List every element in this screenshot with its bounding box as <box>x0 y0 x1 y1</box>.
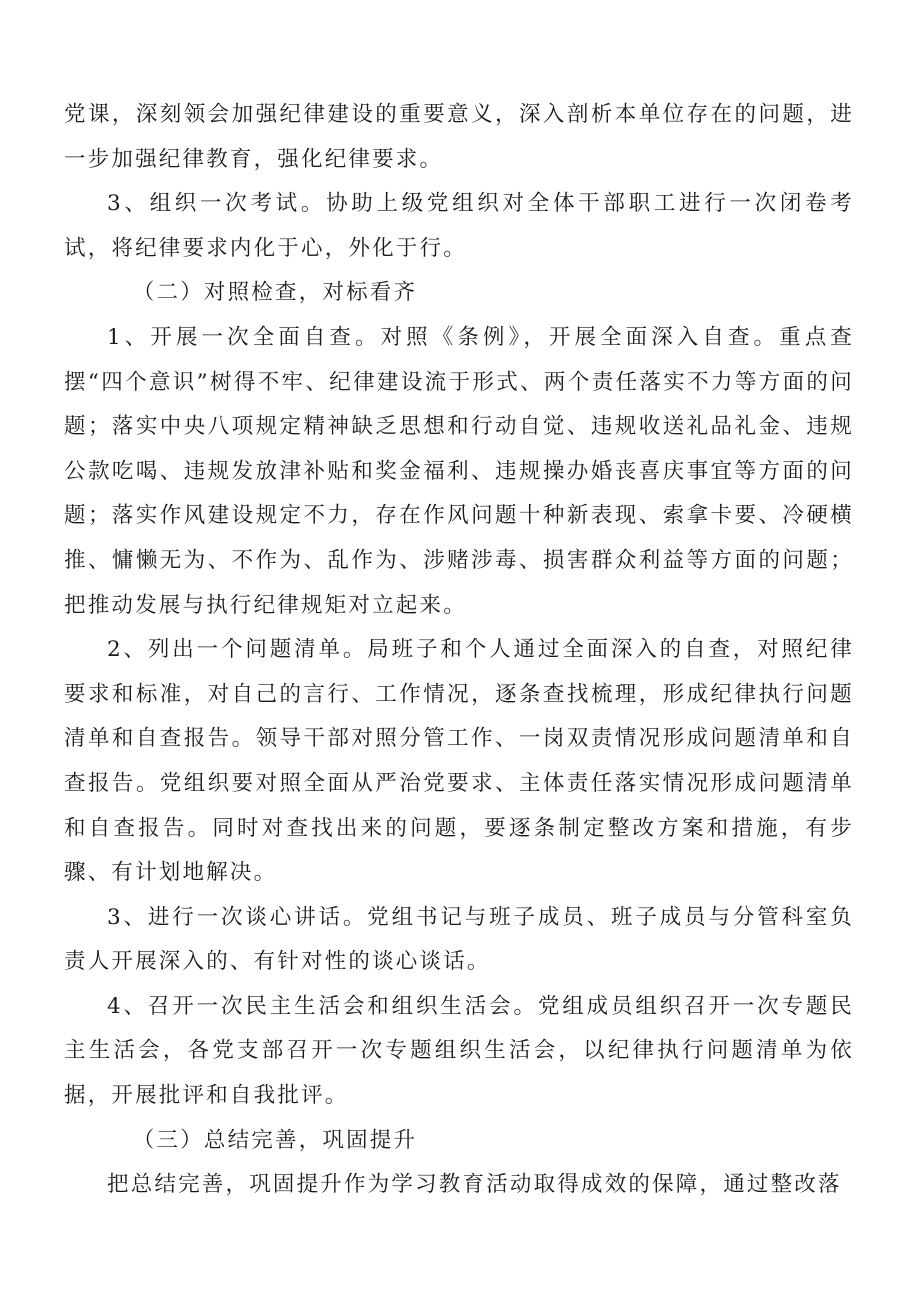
paragraph-party-lesson-continued: 党课，深刻领会加强纪律建设的重要意义，深入剖析本单位存在的问题，进一步加强纪律教育，强化纪律要求。 <box>64 102 854 172</box>
paragraph-summary-start: 把总结完善，巩固提升作为学习教育活动取得成效的保障，通过整改落 <box>107 1172 842 1198</box>
paragraph-democratic-life-meeting: 4、召开一次民主生活会和组织生活会。党组成员组织召开一次专题民主生活会，各党支部召开一次专题组织生活会，以纪律执行问题清单为依据，开展批评和自我批评。 <box>64 993 854 1109</box>
section-heading-summarize-and-consolidate: （三）总结完善，巩固提升 <box>132 1127 418 1153</box>
paragraph-organize-exam: 3、组织一次考试。协助上级党组织对全体干部职工进行一次闭卷考试，将纪律要求内化于心，外化于行。 <box>64 191 854 261</box>
section-heading-check-and-align: （二）对照检查，对标看齐 <box>132 280 418 306</box>
document-body <box>64 93 854 1208</box>
paragraph-comprehensive-self-check: 1、开展一次全面自查。对照《条例》，开展全面深入自查。重点查摆“四个意识”树得不牢、纪律建设流于形式、两个责任落实不力等方面的问题；落实中央八项规定精神缺乏思想和行动自觉、违规收送礼品礼金、违规公款吃喝、违规发放津补贴和奖金福利、违规操办婚丧喜庆事宜等方面的问题；落实作风建设规定不力，存在作风问题十种新表现、索拿卡要、冷硬横推、慵懒无为、不作为、乱作为、涉赌涉毒、损害群众利益等方面的问题；把推动发展与执行纪律规矩对立起来。 <box>64 324 854 618</box>
paragraph-problem-list: 2、列出一个问题清单。局班子和个人通过全面深入的自查，对照纪律要求和标准，对自己的言行、工作情况，逐条查找梳理，形成纪律执行问题清单和自查报告。领导干部对照分管工作、一岗双责情况形成问题清单和自查报告。党组织要对照全面从严治党要求、主体责任落实情况形成问题清单和自查报告。同时对查找出来的问题，要逐条制定整改方案和措施，有步骤、有计划地解决。 <box>64 637 854 886</box>
paragraph-heart-to-heart-talk: 3、进行一次谈心讲话。党组书记与班子成员、班子成员与分管科室负责人开展深入的、有针对性的谈心谈话。 <box>64 904 854 975</box>
